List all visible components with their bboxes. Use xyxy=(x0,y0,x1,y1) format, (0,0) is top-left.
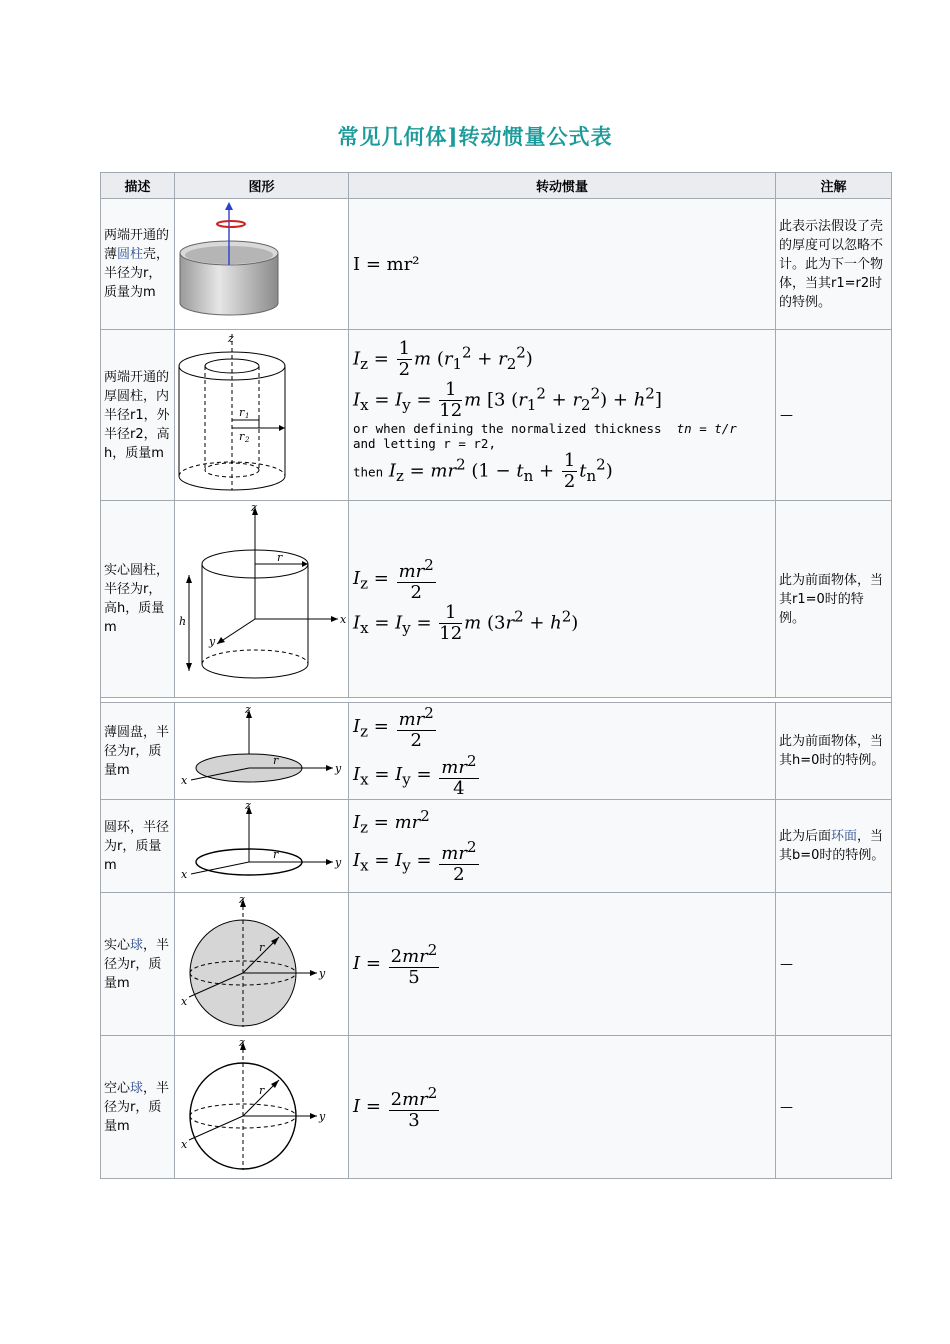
formula-ix-iy: $I_x = I_y$ = $\frac{1}{12}$ m [3 $(r_1^2 + r_2^2) + h^2$] xyxy=(353,378,662,421)
svg-text:x: x xyxy=(181,995,188,1008)
formula-cell xyxy=(349,1036,776,1179)
svg-text:h: h xyxy=(179,615,187,628)
formula-cell xyxy=(349,501,776,698)
svg-text:z: z xyxy=(251,501,257,514)
row-desc: 空心球，半径为r，质量m xyxy=(101,1036,175,1179)
formula-iz: $I_z = mr^2$ xyxy=(353,807,430,837)
solid-cylinder-image xyxy=(175,501,349,693)
thick-cylinder-image xyxy=(175,330,349,496)
thin-disk-image xyxy=(175,704,349,794)
svg-text:2: 2 xyxy=(245,436,250,444)
torus-link[interactable]: 环面 xyxy=(831,829,858,844)
row-note: — xyxy=(776,893,892,1036)
inertia-table xyxy=(100,172,892,1179)
figure-solid-cylinder xyxy=(175,501,349,698)
svg-text:y: y xyxy=(209,635,216,648)
figure-hollow-sphere xyxy=(175,1036,349,1179)
ring-image xyxy=(175,800,349,888)
table-row xyxy=(101,703,892,800)
row-note: 此表示法假设了壳的厚度可以忽略不计。此为下一个物体，当其r1=r2时的特例。 xyxy=(776,199,892,330)
row-note: 此为前面物体，当其r1=0时的特例。 xyxy=(776,501,892,698)
formula: I = $\frac{2mr^2}{5}$ xyxy=(353,941,438,988)
row-desc: 圆环，半径为r，质量m xyxy=(101,800,175,893)
header-desc: 描述 xyxy=(101,173,175,199)
svg-text:r: r xyxy=(259,941,265,954)
svg-text:y: y xyxy=(319,967,326,980)
table-row xyxy=(101,893,892,1036)
header-moment: 转动惯量 xyxy=(349,173,776,199)
svg-text:r: r xyxy=(273,754,279,767)
sphere-link[interactable]: 球 xyxy=(130,1080,144,1096)
formula-iz: $I_z$ = $\frac{mr^2}{2}$ xyxy=(353,555,434,603)
header-row xyxy=(101,173,892,199)
sphere-link[interactable]: 球 xyxy=(130,937,144,953)
formula: I = $\frac{2mr^2}{3}$ xyxy=(353,1084,438,1131)
figure-thin-disk xyxy=(175,703,349,800)
row-note: — xyxy=(776,330,892,501)
formula-iz: $I_z$ = $\frac{1}{2}$ m $(r_1^2 + r_2^2)$ xyxy=(353,337,533,380)
svg-text:z: z xyxy=(245,800,251,812)
table-row xyxy=(101,199,892,330)
row-note: 此为前面物体，当其h=0时的特例。 xyxy=(776,703,892,800)
formula-cell xyxy=(349,893,776,1036)
header-figure: 图形 xyxy=(175,173,349,199)
svg-text:1: 1 xyxy=(245,412,250,420)
table-row xyxy=(101,330,892,501)
svg-text:z: z xyxy=(239,1036,245,1049)
table-row xyxy=(101,1036,892,1179)
figure-solid-sphere xyxy=(175,893,349,1036)
page-title: 常见几何体]转动惯量公式表 xyxy=(337,124,613,149)
formula: I = mr² xyxy=(353,253,420,275)
formula-cell xyxy=(349,703,776,800)
thin-shell-image xyxy=(175,199,349,325)
svg-text:r: r xyxy=(259,1084,265,1097)
cylinder-link[interactable]: 圆柱 xyxy=(117,247,144,262)
row-desc: 薄圆盘，半径为r，质量m xyxy=(101,703,175,800)
svg-text:z: z xyxy=(245,704,251,716)
letting-text: and letting r = r2, xyxy=(353,435,496,451)
formula-cell xyxy=(349,199,776,330)
svg-text:y: y xyxy=(319,1110,326,1123)
solid-sphere-image xyxy=(175,893,349,1031)
svg-text:z: z xyxy=(239,893,245,906)
header-note: 注解 xyxy=(776,173,892,199)
svg-text:r: r xyxy=(273,848,279,861)
svg-text:r: r xyxy=(239,430,245,443)
hollow-sphere-image xyxy=(175,1036,349,1174)
table-row xyxy=(101,501,892,698)
svg-text:x: x xyxy=(181,868,188,881)
formula-cell xyxy=(349,330,776,501)
table-row xyxy=(101,800,892,893)
row-note: — xyxy=(776,1036,892,1179)
svg-text:r: r xyxy=(239,406,245,419)
formula-ix-iy: $I_x = I_y$ = $\frac{mr^2}{4}$ xyxy=(353,752,477,799)
formula-iz-thin: then $I_z = mr^2$ ($1 - t_n$ + $\frac{1}{2}$ $t_n^2$) xyxy=(353,449,613,492)
svg-text:r: r xyxy=(277,551,283,564)
formula-cell xyxy=(349,800,776,893)
row-desc: 实心圆柱，半径为r，高h，质量m xyxy=(101,501,175,698)
figure-thin-shell xyxy=(175,199,349,330)
formula-iz: $I_z$ = $\frac{mr^2}{2}$ xyxy=(353,704,434,751)
row-desc: 实心球，半径为r，质量m xyxy=(101,893,175,1036)
row-desc: 两端开通的厚圆柱，内半径r1，外半径r2，高h，质量m xyxy=(101,330,175,501)
row-desc: 两端开通的薄圆柱壳，半径为r，质量为m xyxy=(101,199,175,330)
normalized-thickness-text: or when defining the normalized thickness tn = t/r xyxy=(353,420,737,436)
svg-text:x: x xyxy=(181,774,188,787)
figure-ring xyxy=(175,800,349,893)
formula-ix-iy: $I_x = I_y$ = $\frac{1}{12}$ m $(3r^2 + h^2)$ xyxy=(353,601,579,644)
svg-text:y: y xyxy=(335,762,342,775)
formula-ix-iy: $I_x = I_y$ = $\frac{mr^2}{2}$ xyxy=(353,837,477,885)
svg-text:x: x xyxy=(181,1138,188,1151)
row-note: 此为后面环面，当其b=0时的特例。 xyxy=(776,800,892,893)
svg-text:z: z xyxy=(228,332,234,345)
figure-thick-cylinder xyxy=(175,330,349,501)
svg-text:x: x xyxy=(340,613,347,626)
svg-text:y: y xyxy=(335,856,342,869)
